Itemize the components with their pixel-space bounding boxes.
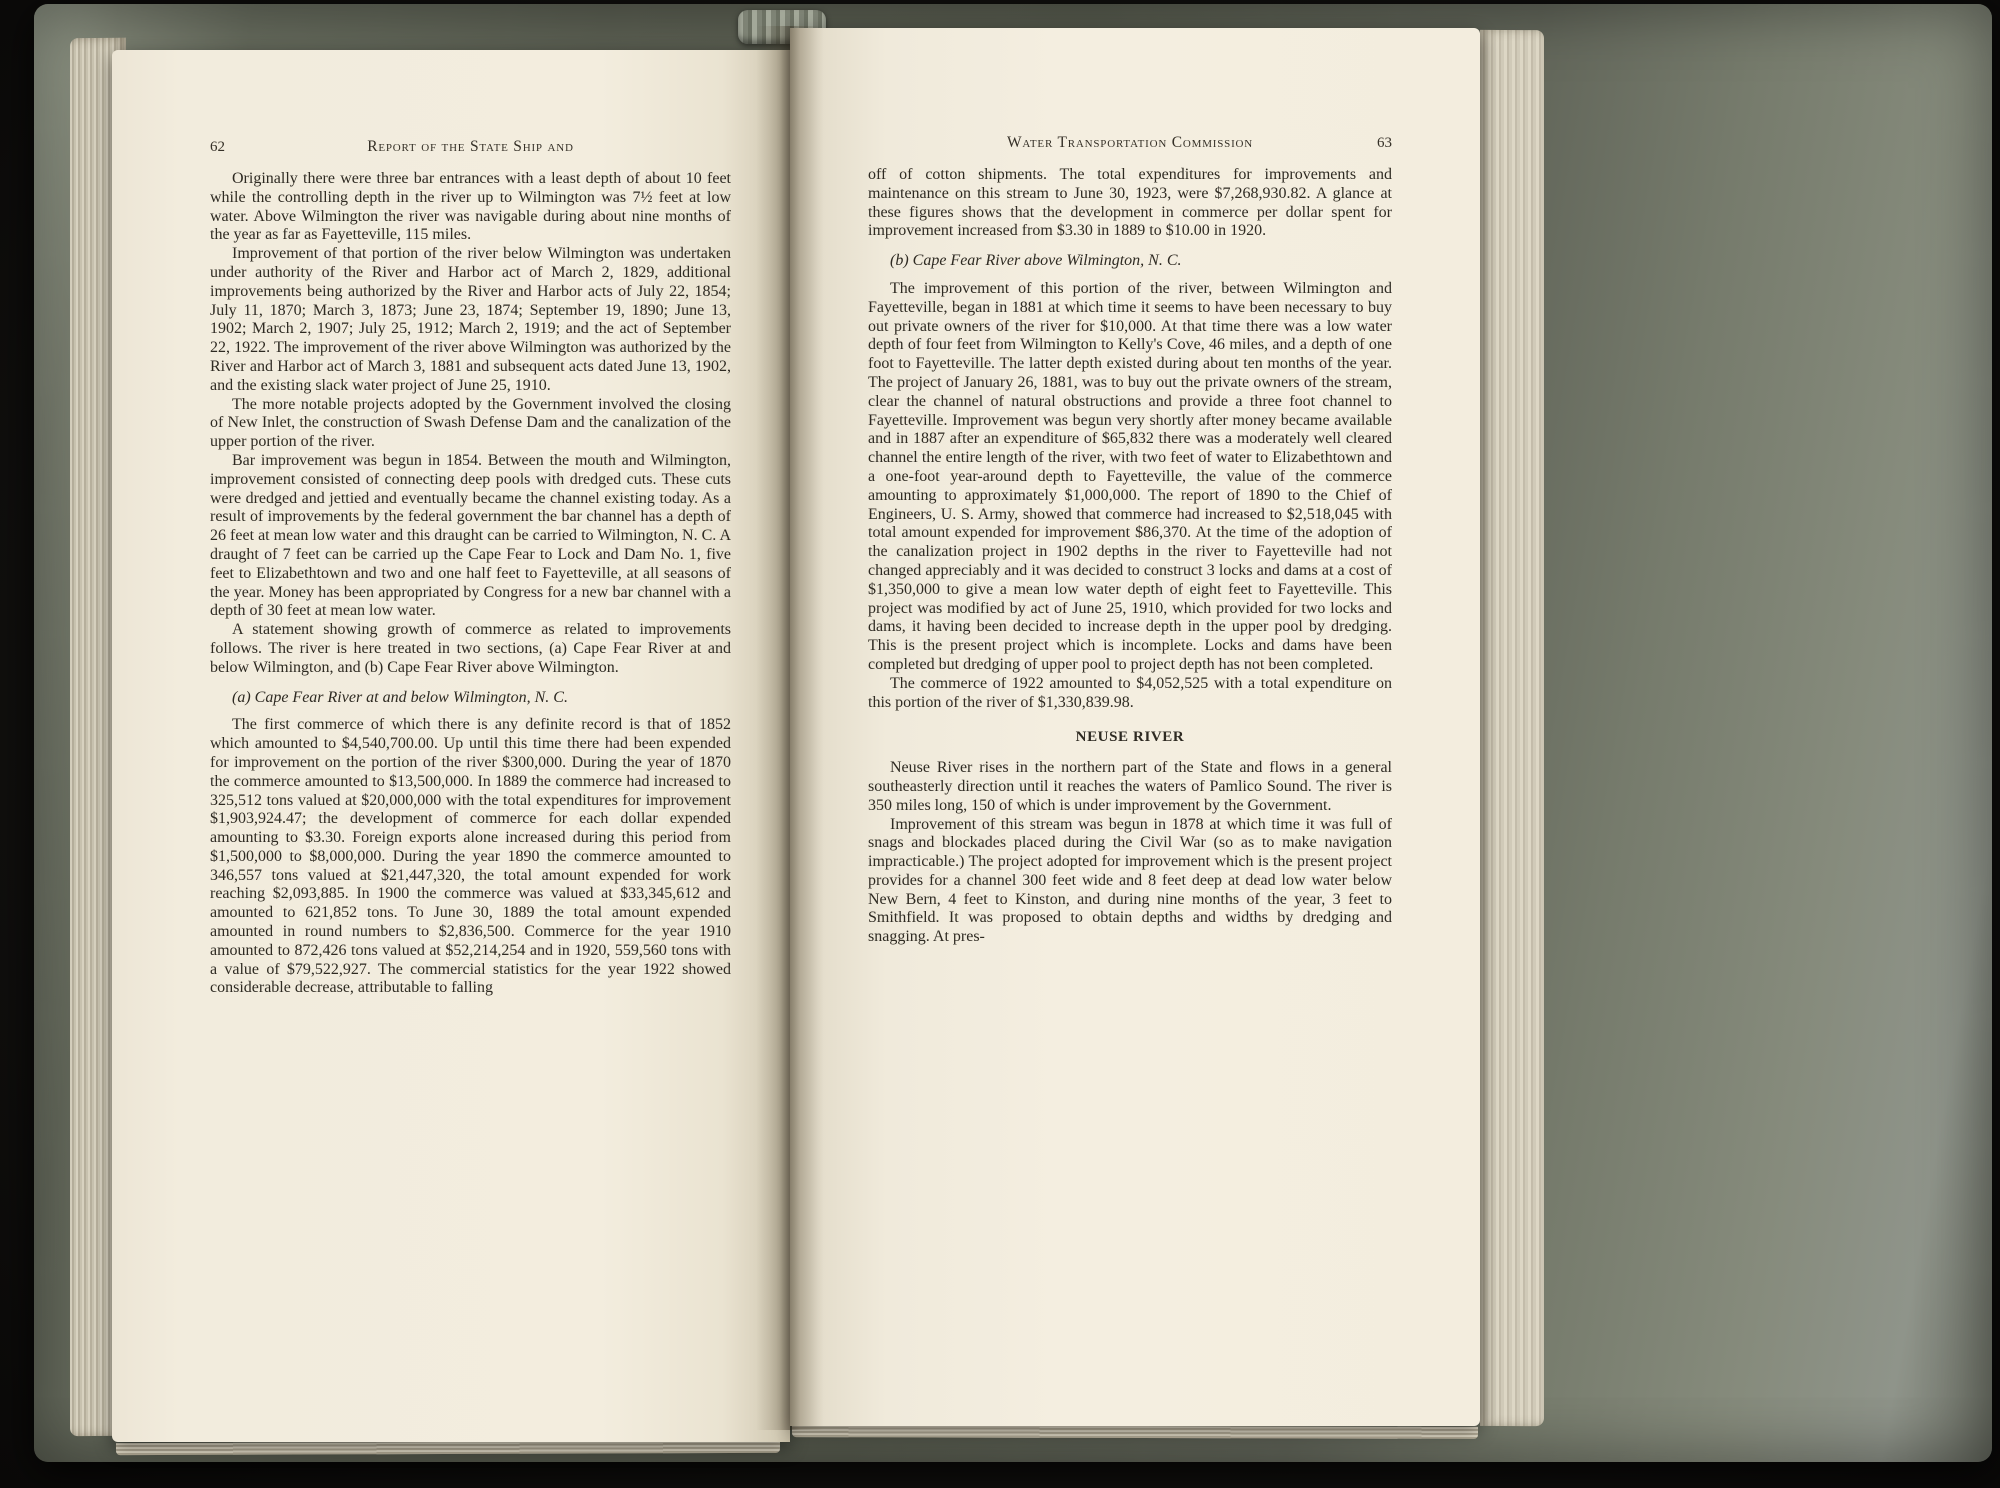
left-page-number: 62 (210, 139, 225, 155)
left-under-page-edges (116, 1441, 780, 1455)
right-under-page-edges (792, 1425, 1478, 1439)
paragraph: Bar improvement was begun in 1854. Between the mouth and Wilmington, improvement consisted of connecting deep pools with dredged cuts. These cuts were dredged and jettied and eventually became the channel existing today. As a result of improvements by the federal government the bar channel has a depth of 26 feet at mean low water and this draught can be carried to Wilmington, N. C. A draught of 7 feet can be carried up the Cape Fear to Lock and Dam No. 1, five feet to Elizabethtown and two and one half feet to Fayetteville, at all seasons of the year. Money has been appropriated by Congress for a new bar channel with a depth of 30 feet at mean low water. (210, 451, 731, 620)
paragraph: Improvement of that portion of the river below Wilmington was undertaken under authority of the River and Harbor act of March 2, 1829, additional improvements being authorized by the River and Harbor acts of July 22, 1854; July 11, 1870; March 3, 1873; June 23, 1874; September 19, 1890; June 13, 1902; March 2, 1907; July 25, 1912; March 2, 1919; and the act of September 22, 1922. The improvement of the river above Wilmington was authorized by the River and Harbor act of March 3, 1881 and subsequent acts dated June 13, 1902, and the existing slack water project of June 25, 1910. (210, 245, 731, 394)
right-page (790, 28, 1480, 1426)
right-page-number: 63 (1377, 135, 1392, 151)
left-running-title: Report of the State Ship and (367, 138, 574, 155)
subsection-heading: (a) Cape Fear River at and below Wilmington, N. C. (232, 688, 568, 706)
right-running-title: Water Transportation Commission (1006, 134, 1254, 151)
paragraph: A statement showing growth of commerce as related to improvements follows. The river is here treated in two sections, (a) Cape Fear River at and below Wilmington, and (b) Cape Fear River above Wilmington. (210, 621, 731, 676)
right-page-edges (1480, 30, 1544, 1426)
left-page-text (210, 170, 731, 998)
left-page-header (210, 138, 731, 156)
section-heading: NEUSE RIVER (1075, 729, 1185, 746)
right-page-header (868, 134, 1392, 152)
paragraph: Improvement of this stream was begun in 1878 at which time it was full of snags and blockades placed during the Civil War (so as to make navigation impracticable.) The project adopted for improvement which is the present project provides for a channel 300 feet wide and 8 feet deep at dead low water below New Bern, 4 feet to Kinston, and during nine months of the year, 3 feet to Smithfield. It was proposed to obtain depths and widths by dredging and snagging. At pres- (868, 815, 1392, 946)
paragraph: The improvement of this portion of the river, between Wilmington and Fayetteville, began in 1881 at which time it seems to have been necessary to buy out private owners of the river for $10,000. At that time there was a low water depth of four feet from Wilmington to Kelly's Cove, 46 miles, and a depth of one foot to Fayetteville. The latter depth existed during about ten months of the year. The project of January 26, 1881, was to buy out the private owners of the stream, clear the channel of natural obstructions and provide a three foot channel to Fayetteville. Improvement was begun very shortly after money became available and in 1887 after an expenditure of $65,832 there was a moderately well cleared channel the entire length of the river, with two feet of water to Elizabethtown and a one-foot year-around depth to Fayetteville, the value of the commerce amounting to approximately $1,000,000. The report of 1890 to the Chief of Engineers, U. S. Army, showed that commerce had increased to $2,518,045 with total amount expended for improvement $86,370. At the time of the adoption of the canalization project in 1902 depths in the river to Fayetteville had not changed appreciably and it was decided to construct 3 locks and dams at a cost of $1,350,000 to give a mean low water depth of eight feet to Fayetteville. This project was modified by act of June 25, 1910, which provided for two locks and dams, it having been decided to increase depth in the upper pool by dredging. This is the present project which is incomplete. Locks and dams have been completed but dredging of upper pool to project depth has not been completed. (868, 279, 1392, 673)
right-page-text (868, 166, 1392, 947)
paragraph: Originally there were three bar entrances with a least depth of about 10 feet while the controlling depth in the river up to Wilmington was 7½ feet at low water. Above Wilmington the river was navigable during about nine months of the year as far as Fayetteville, 115 miles. (210, 170, 731, 244)
left-page (112, 50, 790, 1442)
paragraph: off of cotton shipments. The total expenditures for improvements and maintenance on this stream to June 30, 1923, were $7,268,930.82. A glance at these figures shows that the development in commerce per dollar spent for improvement increased from $3.30 in 1889 to $10.00 in 1920. (868, 166, 1392, 240)
paragraph: The commerce of 1922 amounted to $4,052,525 with a total expenditure on this portion of the river of $1,330,839.98. (868, 674, 1392, 711)
paragraph: The first commerce of which there is any definite record is that of 1852 which amounted to $4,540,700.00. Up until this time there had been expended for improvement on the portion of the river $300,000. During the year of 1870 the commerce amounted to $13,500,000. In 1889 the commerce had increased to 325,512 tons valued at $20,000,000 with the total expenditures for improvement $1,903,924.47; the development of commerce for each dollar expended amounting to $3.30. Foreign exports alone increased during this period from $1,500,000 to $8,000,000. During the year 1890 the commerce amounted to 346,557 tons valued at $21,447,320, the total amount expended for work reaching $2,093,885. In 1900 the commerce was valued at $33,345,612 and amounted to 621,852 tons. To June 30, 1889 the total amount expended amounted in round numbers to $2,836,500. Commerce for the year 1910 amounted to 872,426 tons valued at $52,214,254 and in 1920, 559,560 tons with a value of $79,522,927. The commercial statistics for the year 1922 showed considerable decrease, attributable to falling (210, 716, 731, 997)
paragraph: The more notable projects adopted by the Government involved the closing of New Inlet, the construction of Swash Defense Dam and the canalization of the upper portion of the river. (210, 395, 731, 451)
right-page-content (790, 28, 1480, 947)
left-page-content (112, 50, 790, 998)
paragraph: Neuse River rises in the northern part of the State and flows in a general southeasterly direction until it reaches the waters of Pamlico Sound. The river is 350 miles long, 150 of which is under improvement by the Government. (868, 759, 1392, 814)
subsection-heading: (b) Cape Fear River above Wilmington, N. C. (890, 252, 1182, 270)
